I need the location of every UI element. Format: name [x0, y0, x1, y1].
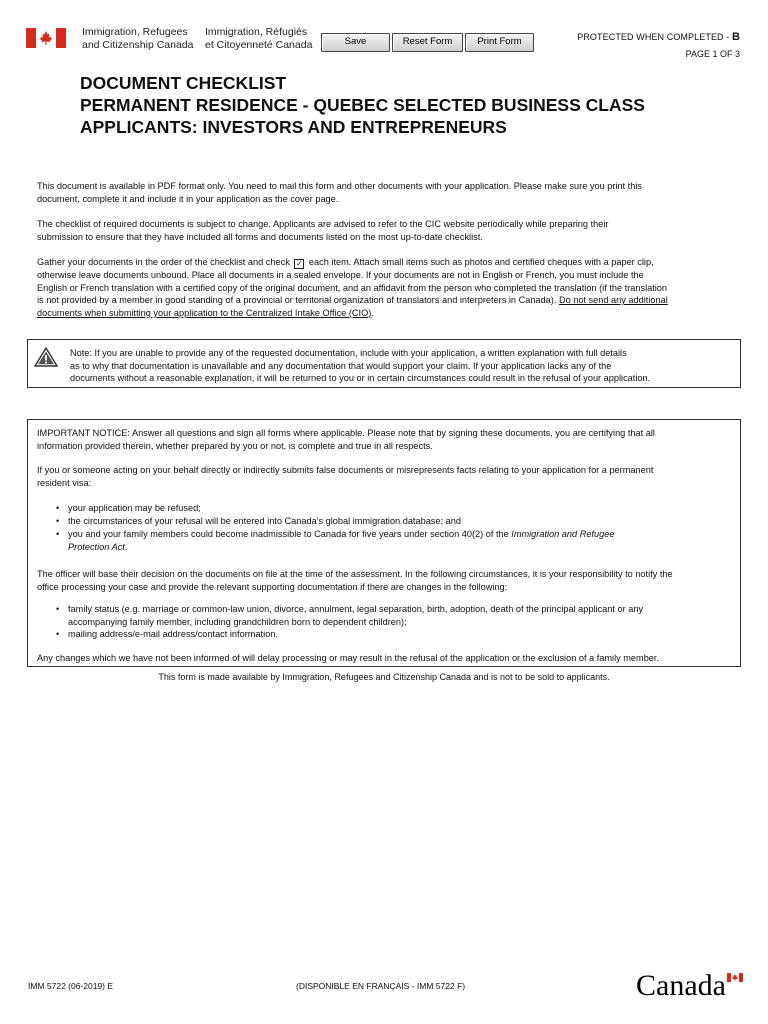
- notice-n3-line2: office processing your case and provide the relevant supporting documentation if there are changes in the following:: [37, 581, 508, 592]
- intro-p1-line1: This document is available in PDF format only. You need to mail this form and other documents with your application. Please make sure you print this: [37, 181, 642, 191]
- notice-n2-line2: resident visa:: [37, 477, 92, 488]
- title-line3: APPLICANTS: INVESTORS AND ENTREPRENEURS: [80, 117, 507, 137]
- list-item: • the circumstances of your refusal will be entered into Canada's global immigration database; and: [68, 515, 718, 528]
- important-notice-box: [27, 419, 741, 667]
- department-name-french-line2: et Citoyenneté Canada: [205, 38, 313, 51]
- intro-p2-line1: The checklist of required documents is subject to change. Applicants are advised to refer to the CIC website periodically while preparing their: [37, 219, 609, 229]
- canada-flag-icon: [26, 28, 66, 48]
- french-version-note: (DISPONIBLE EN FRANÇAIS - IMM 5722 F): [296, 981, 466, 991]
- protected-level: B: [731, 31, 740, 43]
- department-name-french-line1: Immigration, Réfugiés: [205, 26, 308, 38]
- intro-p3-line5-end: .: [371, 307, 374, 318]
- department-name-english-line2: and Citizenship Canada: [82, 38, 194, 51]
- notice-paragraph-false-documents: [37, 464, 727, 489]
- availability-statement: This form is made available by Immigration, Refugees and Citizenship Canada and is not to be sold to applicants.: [158, 672, 610, 682]
- bullet4-line1: • family status (e.g. marriage or common-law union, divorce, annulment, legal separation, birth, adoption, death of the principal applicant or any: [68, 604, 644, 614]
- note-text: [70, 347, 734, 385]
- intro-p1-line2: document, complete it and include it in your application as the cover page.: [37, 193, 339, 204]
- canada-wordmark-flag-icon: [727, 973, 743, 982]
- save-button[interactable]: Save: [321, 33, 390, 52]
- intro-p3-line5: documents when submitting your application to the Centralized Intake Office (CIO): [37, 307, 372, 318]
- notice-paragraph-officer: [37, 568, 727, 593]
- note-line1: Note: If you are unable to provide any of the requested documentation, include with your application, a written explanation with full details: [70, 348, 627, 358]
- bullet3-act-title-cont: Protection Act: [68, 541, 125, 552]
- intro-paragraph-pdf: [37, 180, 731, 205]
- note-box: [27, 339, 741, 388]
- list-item: • mailing address/e-mail address/contact information.: [68, 628, 718, 641]
- list-item: • your application may be refused;: [68, 502, 718, 515]
- note-line2: as to why that documentation is unavailable and any documentation that would support your claim. If your application lacks any of the: [70, 360, 612, 371]
- protected-label: PROTECTED WHEN COMPLETED -: [577, 32, 732, 42]
- notice-n2-line1: If you or someone acting on your behalf directly or indirectly submits false documents or misrepresents facts relating to your application for a permanent: [37, 465, 654, 475]
- bullet3-text: you and your family members could become inadmissible to Canada for five years under section 40(2) of the: [68, 529, 512, 539]
- bullet3-end: .: [124, 541, 128, 552]
- protected-classification: [577, 31, 740, 43]
- list-item: [68, 528, 718, 553]
- page-title: [80, 72, 645, 138]
- intro-p3-line3: English or French translation with a certified copy of the original document, and an affidavit from the person who completed the translation (if the translation: [37, 282, 668, 293]
- title-line1: DOCUMENT CHECKLIST: [80, 73, 287, 93]
- notice-n1-line2: information provided therein, whether prepared by you or not, is complete and true in all respects.: [37, 440, 433, 451]
- intro-p2-line2: submission to ensure that they have included all forms and documents listed on the most up-to-date checklist.: [37, 231, 483, 242]
- reset-form-button[interactable]: Reset Form: [392, 33, 463, 52]
- notice-paragraph-changes: Any changes which we have not been informed of will delay processing or may result in the refusal of the application or the exclusion of a family member.: [37, 653, 660, 663]
- bullet4-line2: accompanying family member, including grandchildren born to dependent children);: [68, 616, 407, 627]
- warning-icon: [34, 347, 58, 367]
- intro-p3-line1-b: each item. Attach small items such as photos and certified cheques with a paper clip,: [308, 257, 654, 267]
- intro-p3-line1-a: Gather your documents in the order of the checklist and check: [37, 257, 290, 267]
- department-name-french: [205, 26, 312, 51]
- intro-paragraph-checklist: [37, 218, 731, 243]
- title-line2: PERMANENT RESIDENCE - QUEBEC SELECTED BUSINESS CLASS: [80, 95, 645, 115]
- intro-paragraph-gather: [37, 256, 731, 319]
- notice-paragraph-sign: [37, 427, 727, 452]
- print-form-button[interactable]: Print Form: [465, 33, 534, 52]
- bullet3-act-title: Immigration and Refugee: [511, 529, 615, 539]
- intro-p3-line4-a: is not provided by a member in good standing of a provincial or territorial organization of translators and interpreters in Canada).: [37, 295, 557, 306]
- department-name-english-line1: Immigration, Refugees: [82, 26, 188, 38]
- intro-p3-line4-b: Do not send any additional: [558, 295, 668, 306]
- department-name-english: [82, 26, 194, 51]
- list-item: [68, 603, 718, 628]
- checkbox-icon: ✓: [296, 259, 303, 268]
- intro-p3-line2: otherwise leave documents unbound. Place all documents in a sealed envelope. If your documents are not in English or French, you must include the: [37, 270, 644, 280]
- page-indicator: PAGE 1 OF 3: [685, 49, 740, 59]
- canada-wordmark: Canada: [636, 969, 726, 1002]
- notice-n1-line1: IMPORTANT NOTICE: Answer all questions and sign all forms where applicable. Please note that by signing these documents, you are certifying that all: [37, 428, 655, 438]
- notice-n3-line1: The officer will base their decision on the documents on file at the time of the assessment. In the following circumstances, it is your responsibility to notify the: [37, 569, 673, 579]
- note-line3: documents without a reasonable explanation, it will be returned to you or in certain circumstances could result in the refusal of your application.: [70, 373, 651, 384]
- form-code: IMM 5722 (06-2019) E: [28, 981, 114, 991]
